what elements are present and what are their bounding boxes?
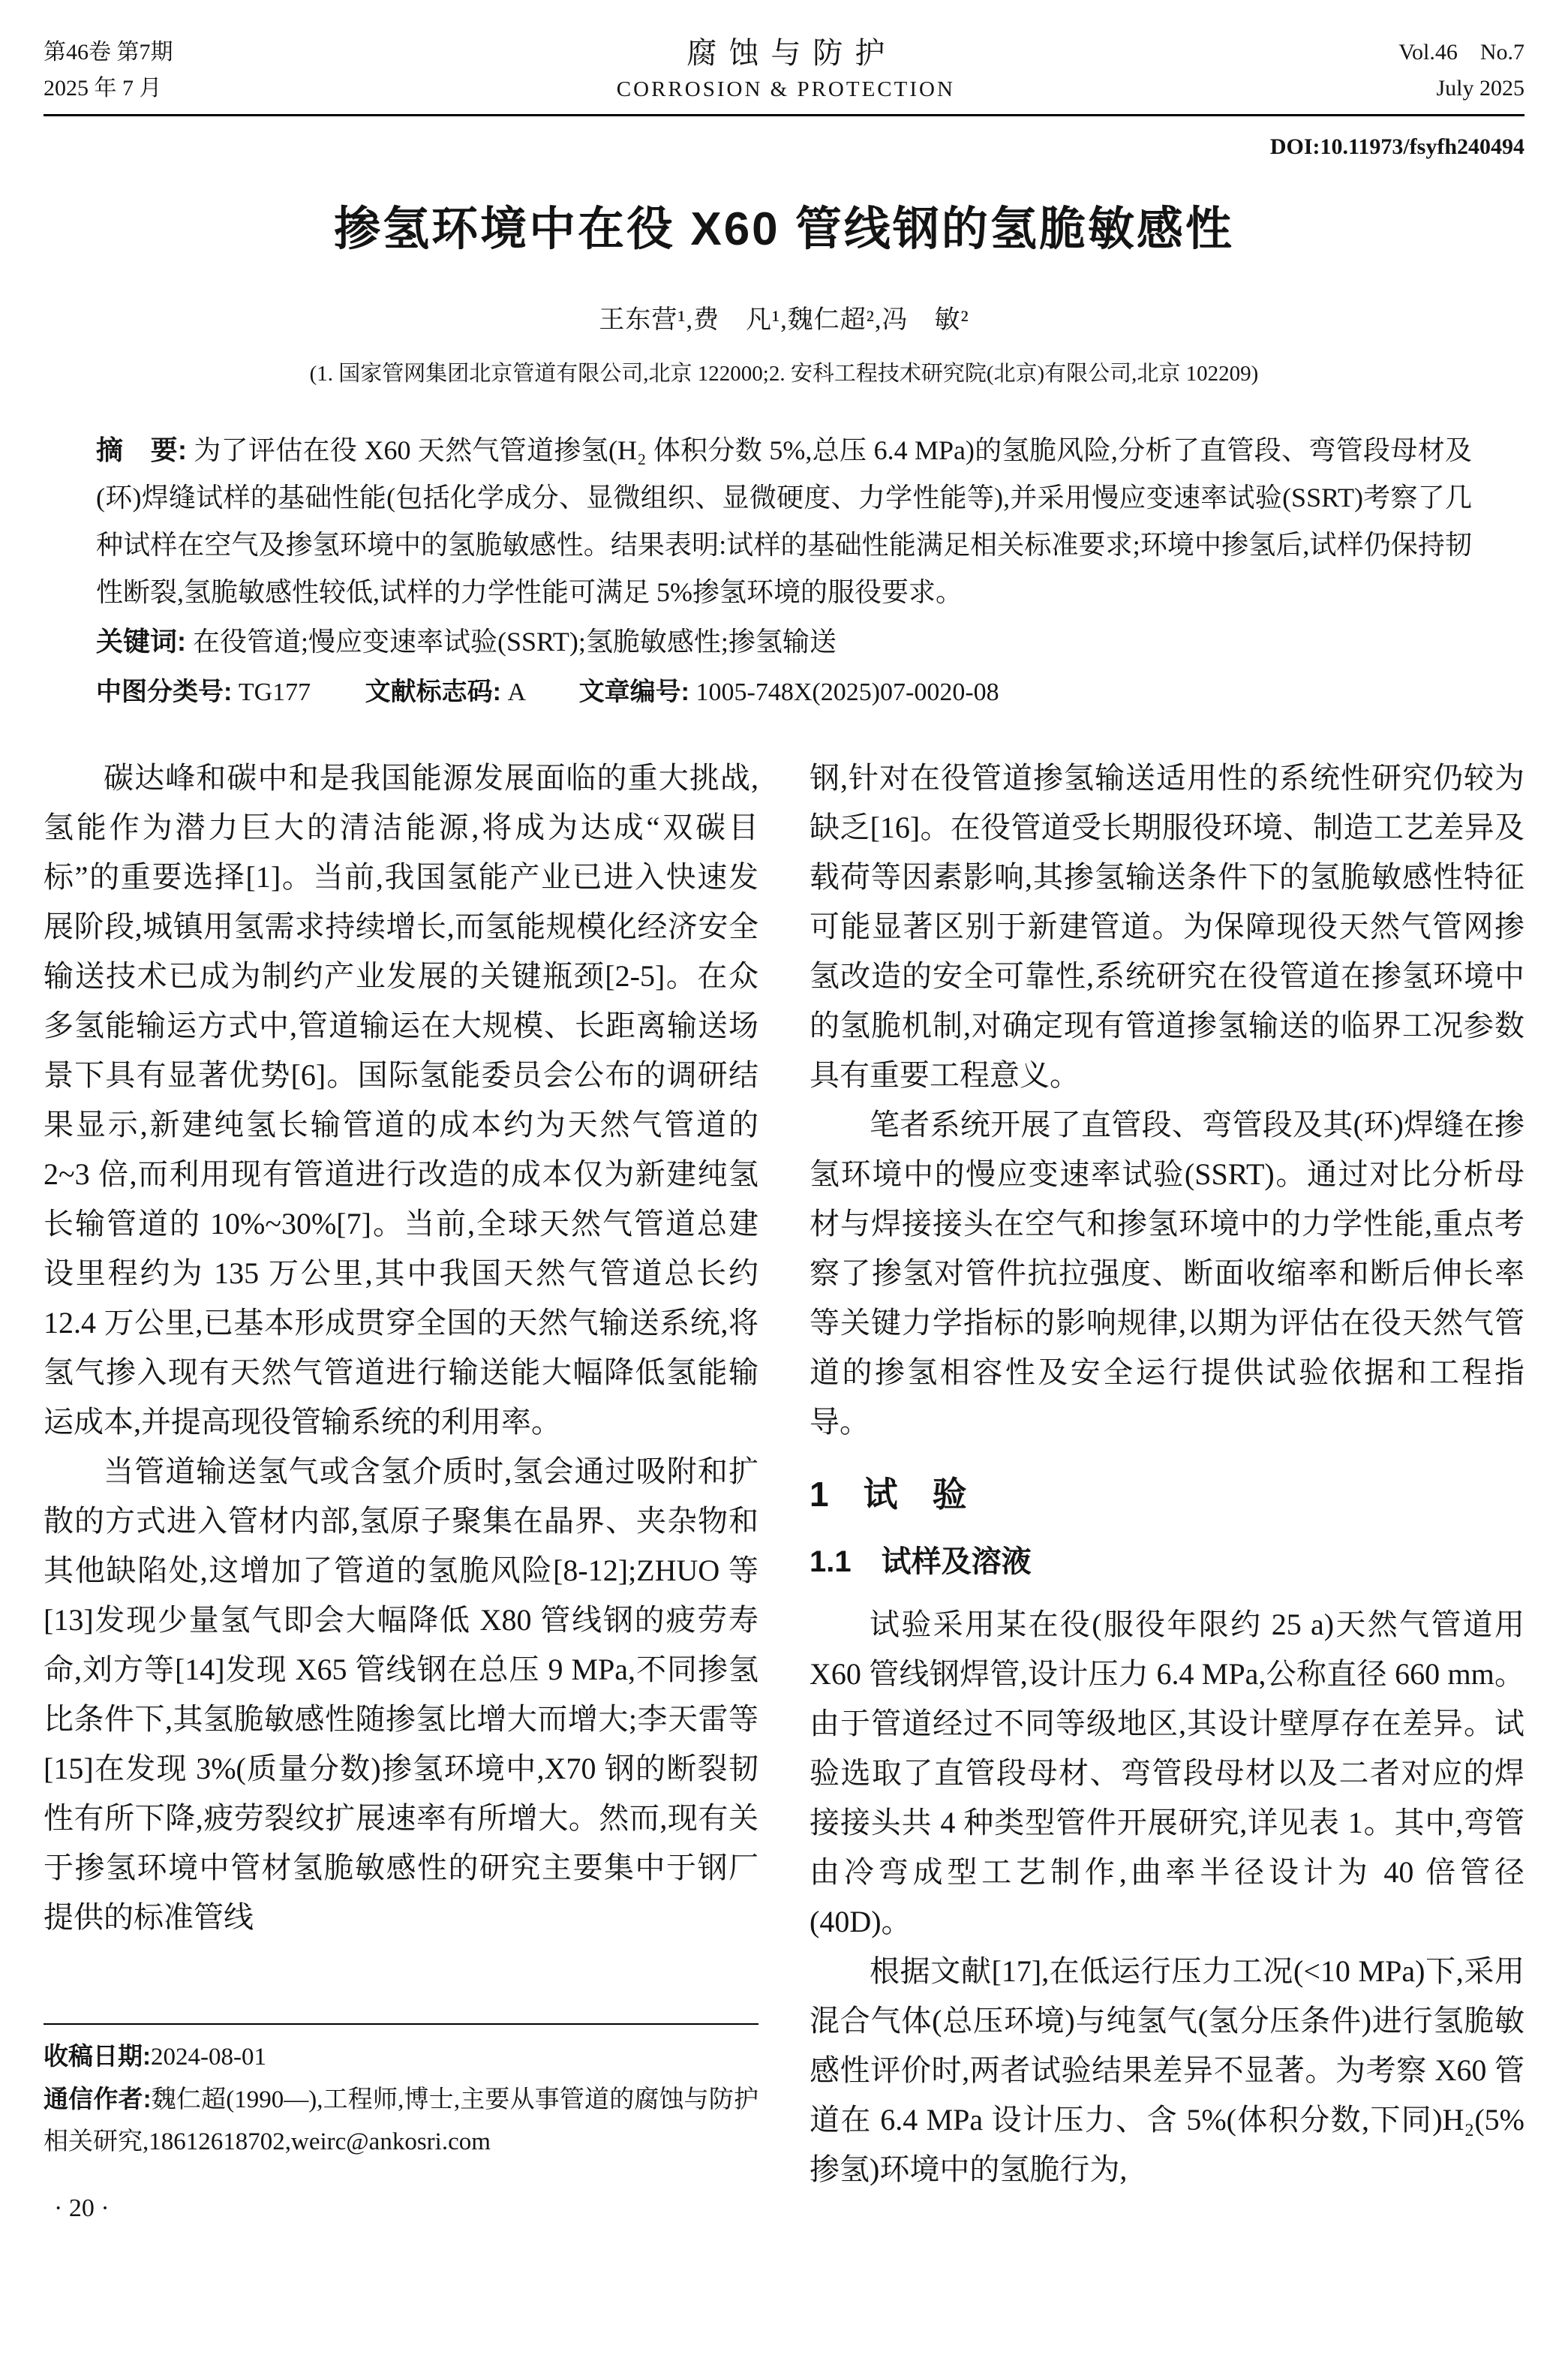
keywords-text: 在役管道;慢应变速率试验(SSRT);氢脆敏感性;掺氢输送 bbox=[193, 627, 837, 657]
classification-line bbox=[96, 669, 1472, 716]
article-id-label: 文章编号: bbox=[578, 678, 689, 706]
paragraph: 钢,针对在役管道掺氢输送适用性的系统性研究仍较为缺乏[16]。在役管道受长期服役环境、制造工艺差异及载荷等因素影响,其掺氢输送条件下的氢脆敏感性特征可能显著区别于新建管道。为保障现役天然气管网掺氢改造的安全可靠性,系统研究在役管道在掺氢环境中的氢脆机制,对确定现有管道掺氢输送的临界工况参数具有重要工程意义。 bbox=[810, 761, 1524, 1092]
issue-date-en: July 2025 bbox=[1436, 76, 1524, 101]
received-date-label: 收稿日期: bbox=[44, 2042, 151, 2070]
affiliation: (1. 国家管网集团北京管道有限公司,北京 122000;2. 安科工程技术研究院(北京)有限公司,北京 102209) bbox=[309, 362, 1259, 386]
volume-issue-cn: 第46卷 第7期 bbox=[44, 40, 173, 65]
keywords-label: 关键词: bbox=[96, 626, 186, 657]
abstract-text: 为了评估在役 X60 天然气管道掺氢(H₂ 体积分数 5%,总压 6.4 MPa)的氢脆风险,分析了直管段、弯管段母材及(环)焊缝试样的基础性能(包括化学成分、显微组织、显微硬度、力学性能等),并采用慢应变速率试验(SSRT)考察了几种试样在空气及掺氢环境中的氢脆敏感性。结果表明:试样的基础性能满足相关标准要求;环境中掺氢后,试样仍保持韧性断裂,氢脆敏感性较低,试样的力学性能可满足 5%掺氢环境的服役要求。 bbox=[96, 435, 1472, 607]
doi-text: DOI:10.11973/fsyfh240494 bbox=[1269, 134, 1524, 159]
header-divider bbox=[44, 114, 1524, 116]
footnote-divider bbox=[44, 2023, 758, 2025]
doc-code-label: 文献标志码: bbox=[365, 678, 501, 706]
footnote-block bbox=[44, 2023, 758, 2163]
clc-label: 中图分类号: bbox=[96, 678, 233, 706]
corresponding-author-label: 通信作者: bbox=[44, 2085, 152, 2113]
corresponding-author bbox=[44, 2078, 758, 2163]
header-right bbox=[1398, 35, 1524, 107]
paragraph: 碳达峰和碳中和是我国能源发展面临的重大挑战,氢能作为潜力巨大的清洁能源,将成为达成“双碳目标”的重要选择[1]。当前,我国氢能产业已进入快速发展阶段,城镇用氢需求持续增长,而氢能规模化经济安全输送技术已成为制约产业发展的关键瓶颈[2-5]。在众多氢能输运方式中,管道输运在大规模、长距离输送场景下具有显著优势[6]。国际氢能委员会公布的调研结果显示,新建纯氢长输管道的成本约为天然气管道的 2~3 倍,而利用现有管道进行改造的成本仅为新建纯氢长输管道的 10%~30%[7]。当前,全球天然气管道总建设里程约为 135 万公里,其中我国天然气管道总长约 12.4 万公里,已基本形成贯穿全国的天然气输送系统,将氢气掺入现有天然气管道进行输送能大幅降低氢能输运成本,并提高现役管输系统的利用率。 bbox=[44, 761, 758, 1439]
author-list: 王东营¹,费 凡¹,魏仁超²,冯 敏² bbox=[599, 306, 969, 334]
header-left bbox=[44, 35, 173, 107]
subsection-heading: 1.1 试样及溶液 bbox=[810, 1545, 1032, 1578]
paragraph: 根据文献[17],在低运行压力工况(<10 MPa)下,采用混合气体(总压环境)与纯氢气(氢分压条件)进行氢脆敏感性评价时,两者试验结果差异不显著。为考察 X60 管道在 6.4 MPa 设计压力、含 5%(体积分数,下同)H₂(5%掺氢)环境中的氢脆行为, bbox=[810, 1954, 1524, 2186]
abstract-label: 摘 要: bbox=[96, 435, 187, 465]
article-id-value: 1005-748X(2025)07-0020-08 bbox=[695, 678, 999, 706]
volume-issue-en: Vol.46 No.7 bbox=[1398, 40, 1524, 65]
journal-title-en: CORROSION & PROTECTION bbox=[616, 77, 955, 101]
journal-title-cn: 腐蚀与防护 bbox=[686, 36, 897, 70]
issue-date-cn: 2025 年 7 月 bbox=[44, 76, 162, 101]
article-title: 掺氢环境中在役 X60 管线钢的氢脆敏感性 bbox=[334, 203, 1234, 255]
journal-header bbox=[44, 35, 1524, 107]
received-date-value: 2024-08-01 bbox=[151, 2044, 266, 2071]
received-date bbox=[44, 2035, 758, 2078]
keywords bbox=[96, 618, 1472, 666]
page-number: · 20 · bbox=[54, 2194, 110, 2222]
corresponding-author-value: 魏仁超(1990—),工程师,博士,主要从事管道的腐蚀与防护相关研究,18612618702,weirc@ankosri.com bbox=[44, 2086, 758, 2155]
paragraph: 笔者系统开展了直管段、弯管段及其(环)焊缝在掺氢环境中的慢应变速率试验(SSRT)。通过对比分析母材与焊接接头在空气和掺氢环境中的力学性能,重点考察了掺氢对管件抗拉强度、断面收缩率和断后伸长率等关键力学指标的影响规律,以期为评估在役天然气管道的掺氢相容性及安全运行提供试验依据和工程指导。 bbox=[810, 1108, 1524, 1439]
clc-value: TG177 bbox=[238, 678, 311, 706]
doc-code-value: A bbox=[507, 678, 525, 706]
paragraph: 当管道输送氢气或含氢介质时,氢会通过吸附和扩散的方式进入管材内部,氢原子聚集在晶界、夹杂物和其他缺陷处,这增加了管道的氢脆风险[8-12];ZHUO 等[13]发现少量氢气即会大幅降低 X80 管线钢的疲劳寿命,刘方等[14]发现 X65 管线钢在总压 9 MPa,不同掺氢比条件下,其氢脆敏感性随掺氢比增大而增大;李天雷等[15]在发现 3%(质量分数)掺氢环境中,X70 钢的断裂韧性有所下降,疲劳裂纹扩展速率有所增大。然而,现有关于掺氢环境中管材氢脆敏感性的研究主要集中于钢厂提供的标准管线 bbox=[44, 1454, 758, 1934]
paragraph: 试验采用某在役(服役年限约 25 a)天然气管道用 X60 管线钢焊管,设计压力 6.4 MPa,公称直径 660 mm。由于管道经过不同等级地区,其设计壁厚存在差异。试验选取了直管段母材、弯管段母材以及二者对应的焊接接头共 4 种类型管件开展研究,详见表 1。其中,弯管由冷弯成型工艺制作,曲率半径设计为 40 倍管径(40D)。 bbox=[810, 1608, 1524, 1938]
header-center bbox=[617, 35, 955, 107]
left-column bbox=[44, 753, 758, 2233]
body-columns bbox=[44, 753, 1524, 2233]
abstract bbox=[96, 426, 1472, 616]
section-heading: 1 试 验 bbox=[810, 1475, 967, 1514]
right-column bbox=[810, 753, 1524, 2233]
